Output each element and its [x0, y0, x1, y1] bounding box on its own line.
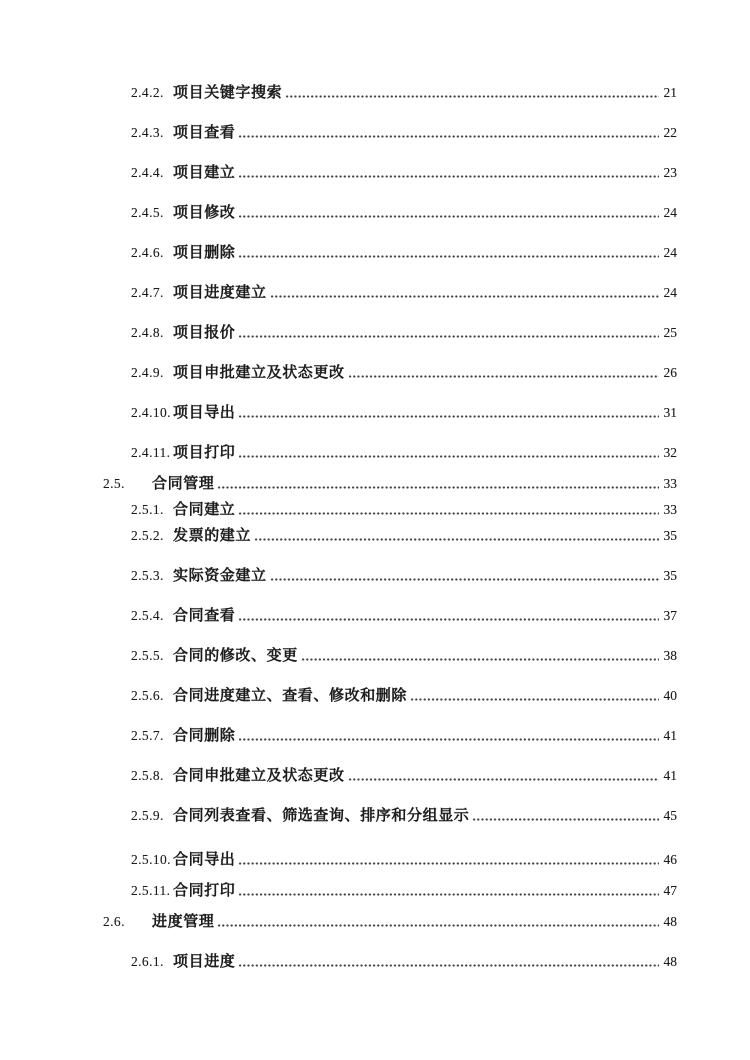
toc-entry-number: 2.5.8.: [131, 768, 164, 783]
toc-entry[interactable]: [0, 124, 677, 142]
dot-leader: [238, 414, 659, 419]
toc-entry-title: 合同的修改、变更: [173, 648, 298, 664]
toc-entry-number: 2.5.: [103, 476, 125, 491]
toc-entry-title: 项目导出: [173, 405, 236, 421]
toc-entry-title: 项目报价: [173, 325, 236, 341]
toc-entry-number: 2.4.3.: [131, 125, 164, 140]
toc-entry-number: 2.4.8.: [131, 325, 164, 340]
toc-entry-title: 合同查看: [173, 608, 236, 624]
toc-entry-page: 48: [663, 914, 677, 929]
dot-leader: [238, 134, 659, 139]
toc-entry[interactable]: [0, 607, 677, 625]
dot-leader: [238, 617, 659, 622]
toc-entry[interactable]: [0, 851, 677, 869]
toc-entry-title: 项目关键字搜索: [173, 85, 283, 101]
toc-entry-number: 2.4.10.: [131, 405, 171, 420]
toc-entry-title: 项目打印: [173, 445, 236, 461]
dot-leader: [238, 334, 659, 339]
toc-entry-title: 进度管理: [152, 914, 215, 930]
toc-entry-page: 41: [663, 768, 677, 783]
toc-entry[interactable]: [0, 244, 677, 262]
toc-entry[interactable]: [0, 953, 677, 971]
dot-leader: [238, 254, 659, 259]
table-of-contents: [0, 84, 677, 971]
toc-entry-page: 47: [663, 883, 677, 898]
toc-entry-page: 22: [663, 125, 677, 140]
toc-entry-title: 合同删除: [173, 728, 236, 744]
toc-entry-number: 2.4.11.: [131, 445, 171, 460]
dot-leader: [301, 657, 659, 662]
toc-entry-title: 合同申批建立及状态更改: [173, 768, 345, 784]
dot-leader: [217, 923, 659, 928]
toc-entry-page: 45: [663, 808, 677, 823]
toc-entry-number: 2.5.5.: [131, 648, 164, 663]
toc-entry-page: 24: [663, 205, 677, 220]
toc-entry-number: 2.5.7.: [131, 728, 164, 743]
toc-entry-page: 31: [663, 405, 677, 420]
toc-entry-page: 35: [663, 568, 677, 583]
toc-entry-page: 24: [663, 285, 677, 300]
toc-entry-number: 2.4.6.: [131, 245, 164, 260]
toc-entry-number: 2.5.1.: [131, 502, 164, 517]
toc-entry-number: 2.6.: [103, 914, 125, 929]
toc-entry[interactable]: [0, 475, 677, 493]
toc-entry-page: 32: [663, 445, 677, 460]
toc-entry-page: 33: [663, 476, 677, 491]
dot-leader: [285, 94, 659, 99]
toc-entry-page: 41: [663, 728, 677, 743]
dot-leader: [238, 892, 659, 897]
dot-leader: [238, 963, 659, 968]
toc-entry-number: 2.5.4.: [131, 608, 164, 623]
dot-leader: [270, 294, 659, 299]
toc-entry-title: 合同进度建立、查看、修改和删除: [173, 688, 408, 704]
toc-entry-number: 2.6.1.: [131, 954, 164, 969]
toc-entry-number: 2.5.10.: [131, 852, 171, 867]
dot-leader: [472, 817, 659, 822]
toc-entry-number: 2.4.4.: [131, 165, 164, 180]
toc-entry-number: 2.5.6.: [131, 688, 164, 703]
toc-entry-title: 合同管理: [152, 476, 215, 492]
toc-entry-page: 33: [663, 502, 677, 517]
toc-entry-title: 项目建立: [173, 165, 236, 181]
toc-entry-title: 合同导出: [173, 852, 236, 868]
toc-entry[interactable]: [0, 84, 677, 102]
toc-entry-page: 23: [663, 165, 677, 180]
toc-entry-page: 48: [663, 954, 677, 969]
toc-entry-number: 2.5.9.: [131, 808, 164, 823]
dot-leader: [410, 697, 659, 702]
toc-entry-page: 46: [663, 852, 677, 867]
dot-leader: [238, 454, 659, 459]
toc-entry[interactable]: [0, 501, 677, 519]
toc-entry-title: 项目进度建立: [173, 285, 267, 301]
dot-leader: [348, 777, 659, 782]
dot-leader: [217, 485, 659, 490]
toc-entry[interactable]: [0, 364, 677, 382]
dot-leader: [270, 577, 659, 582]
toc-entry-page: 40: [663, 688, 677, 703]
toc-entry[interactable]: [0, 882, 677, 900]
toc-entry-title: 项目进度: [173, 954, 236, 970]
toc-entry-number: 2.4.2.: [131, 85, 164, 100]
dot-leader: [238, 174, 659, 179]
toc-entry-title: 合同建立: [173, 502, 236, 518]
toc-entry-page: 25: [663, 325, 677, 340]
toc-entry[interactable]: [0, 164, 677, 182]
toc-entry[interactable]: [0, 727, 677, 745]
toc-entry-title: 合同列表查看、筛选查询、排序和分组显示: [173, 808, 470, 824]
dot-leader: [348, 374, 659, 379]
dot-leader: [238, 737, 659, 742]
toc-entry[interactable]: [0, 807, 677, 825]
toc-entry-page: 21: [663, 85, 677, 100]
toc-entry[interactable]: [0, 204, 677, 222]
toc-entry-page: 35: [663, 528, 677, 543]
toc-entry-number: 2.5.3.: [131, 568, 164, 583]
toc-entry-number: 2.5.11.: [131, 883, 171, 898]
toc-entry[interactable]: [0, 913, 677, 931]
toc-entry[interactable]: [0, 527, 677, 545]
dot-leader: [254, 537, 659, 542]
toc-entry-title: 项目查看: [173, 125, 236, 141]
toc-entry[interactable]: [0, 687, 677, 705]
toc-entry-page: 26: [663, 365, 677, 380]
toc-entry-page: 24: [663, 245, 677, 260]
toc-entry-number: 2.4.5.: [131, 205, 164, 220]
toc-entry[interactable]: [0, 324, 677, 342]
toc-entry[interactable]: [0, 404, 677, 422]
toc-entry-page: 38: [663, 648, 677, 663]
toc-entry[interactable]: [0, 767, 677, 785]
toc-entry-title: 实际资金建立: [173, 568, 267, 584]
toc-entry-title: 项目申批建立及状态更改: [173, 365, 345, 381]
toc-entry[interactable]: [0, 567, 677, 585]
dot-leader: [238, 861, 659, 866]
toc-entry-number: 2.4.7.: [131, 285, 164, 300]
toc-entry[interactable]: [0, 647, 677, 665]
dot-leader: [238, 511, 659, 516]
dot-leader: [238, 214, 659, 219]
toc-entry-number: 2.4.9.: [131, 365, 164, 380]
toc-entry-title: 项目修改: [173, 205, 236, 221]
toc-entry-number: 2.5.2.: [131, 528, 164, 543]
toc-entry-title: 项目删除: [173, 245, 236, 261]
toc-entry-page: 37: [663, 608, 677, 623]
toc-entry-title: 发票的建立: [173, 528, 252, 544]
toc-entry[interactable]: [0, 284, 677, 302]
toc-entry[interactable]: [0, 444, 677, 462]
toc-entry-title: 合同打印: [173, 883, 236, 899]
